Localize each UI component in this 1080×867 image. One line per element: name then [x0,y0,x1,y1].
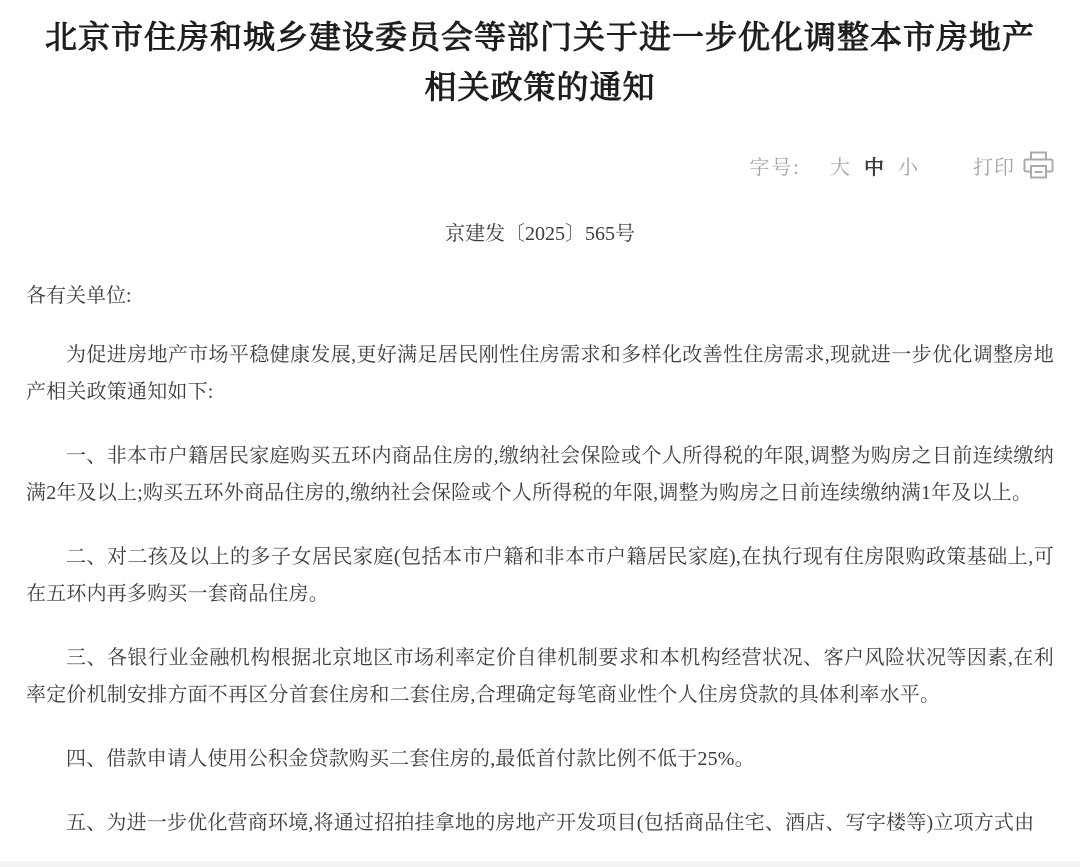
document-number: 京建发〔2025〕565号 [445,223,635,245]
font-size-label: 字号: [749,156,801,179]
salutation: 各有关单位: [26,285,132,307]
paragraph-item-2: 二、对二孩及以上的多子女居民家庭(包括本市户籍和非本市户籍居民家庭),在执行现有住房限购政策基础上,可在五环内再多购买一套商品住房。 [26,546,1054,605]
paragraph-item-4: 四、借款申请人使用公积金贷款购买二套住房的,最低首付款比例不低于25%。 [66,748,755,770]
printer-icon [1023,151,1054,179]
notice-document [0,12,1080,842]
page-title-line-1: 北京市住房和城乡建设委员会等部门关于进一步优化调整本市房地产 [44,19,1035,55]
font-size-small-button[interactable]: 小 [898,156,918,179]
page-bottom-edge [0,861,1080,867]
paragraph-item-5: 五、为进一步优化营商环境,将通过招拍挂拿地的房地产开发项目(包括商品住宅、酒店、写字楼等)立项方式由 [66,812,1035,834]
font-size-large-button[interactable]: 大 [830,156,850,179]
paragraph-intro: 为促进房地产市场平稳健康发展,更好满足居民刚性住房需求和多样化改善性住房需求,现就进一步优化调整房地产相关政策通知如下: [26,344,1054,403]
paragraph-item-3: 三、各银行业金融机构根据北京地区市场利率定价自律机制要求和本机构经营状况、客户风险状况等因素,在利率定价机制安排方面不再区分首套住房和二套住房,合理确定每笔商业性个人住房贷款的具体利率水平。 [26,647,1054,706]
print-button-label: 打印 [973,156,1015,179]
page-title [26,12,1054,112]
font-size-medium-button[interactable]: 中 [864,156,884,179]
print-button[interactable] [973,151,1054,180]
toolbar [26,150,1054,180]
paragraph-item-1: 一、非本市户籍居民家庭购买五环内商品住房的,缴纳社会保险或个人所得税的年限,调整为购房之日前连续缴纳满2年及以上;购买五环外商品住房的,缴纳社会保险或个人所得税的年限,调整为购房之日前连续缴纳满1年及以上。 [26,445,1054,504]
page-title-line-2: 相关政策的通知 [424,69,656,105]
